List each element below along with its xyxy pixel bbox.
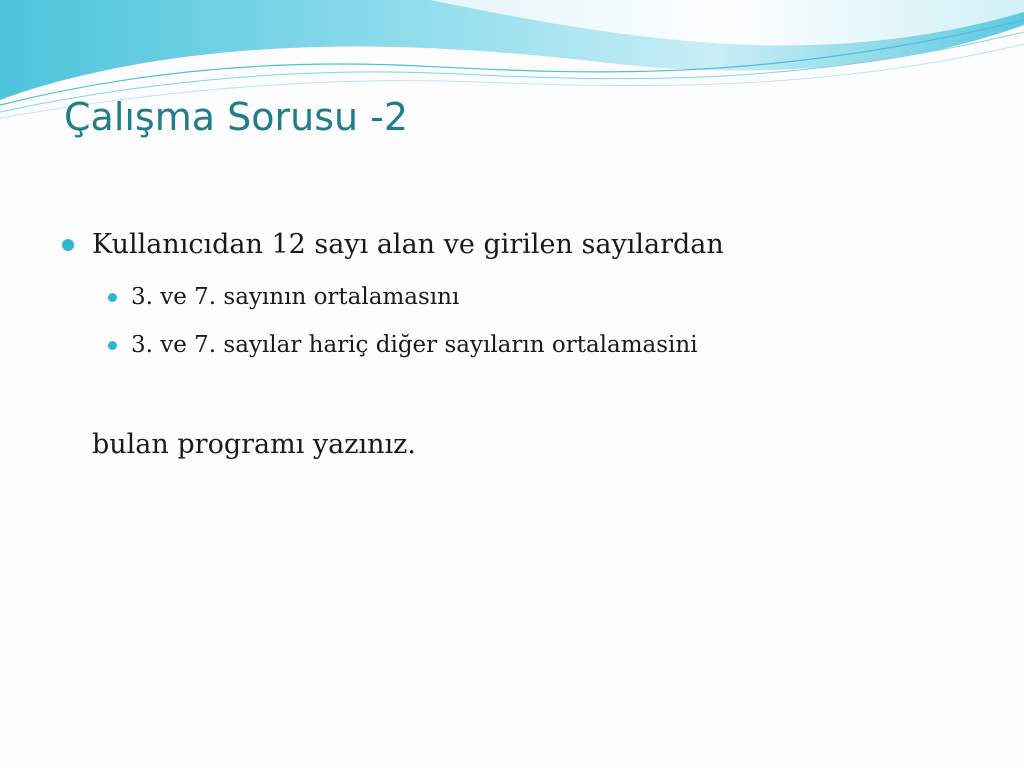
- sub-bullet-text: 3. ve 7. sayılar hariç diğer sayıların ortalamasini: [131, 332, 698, 358]
- slide-title: Çalışma Sorusu -2: [64, 95, 409, 139]
- main-bullet: [62, 225, 724, 265]
- sub-bullet-2: [108, 328, 698, 362]
- bullet-dot-icon: [62, 239, 74, 251]
- sub-bullet-1: [108, 280, 459, 314]
- closing-line: bulan programı yazınız.: [92, 429, 416, 460]
- main-bullet-text: Kullanıcıdan 12 sayı alan ve girilen sayılardan: [92, 229, 724, 260]
- sub-bullet-text: 3. ve 7. sayının ortalamasını: [131, 284, 460, 310]
- bullet-dot-icon: [108, 341, 117, 350]
- bullet-dot-icon: [108, 293, 117, 302]
